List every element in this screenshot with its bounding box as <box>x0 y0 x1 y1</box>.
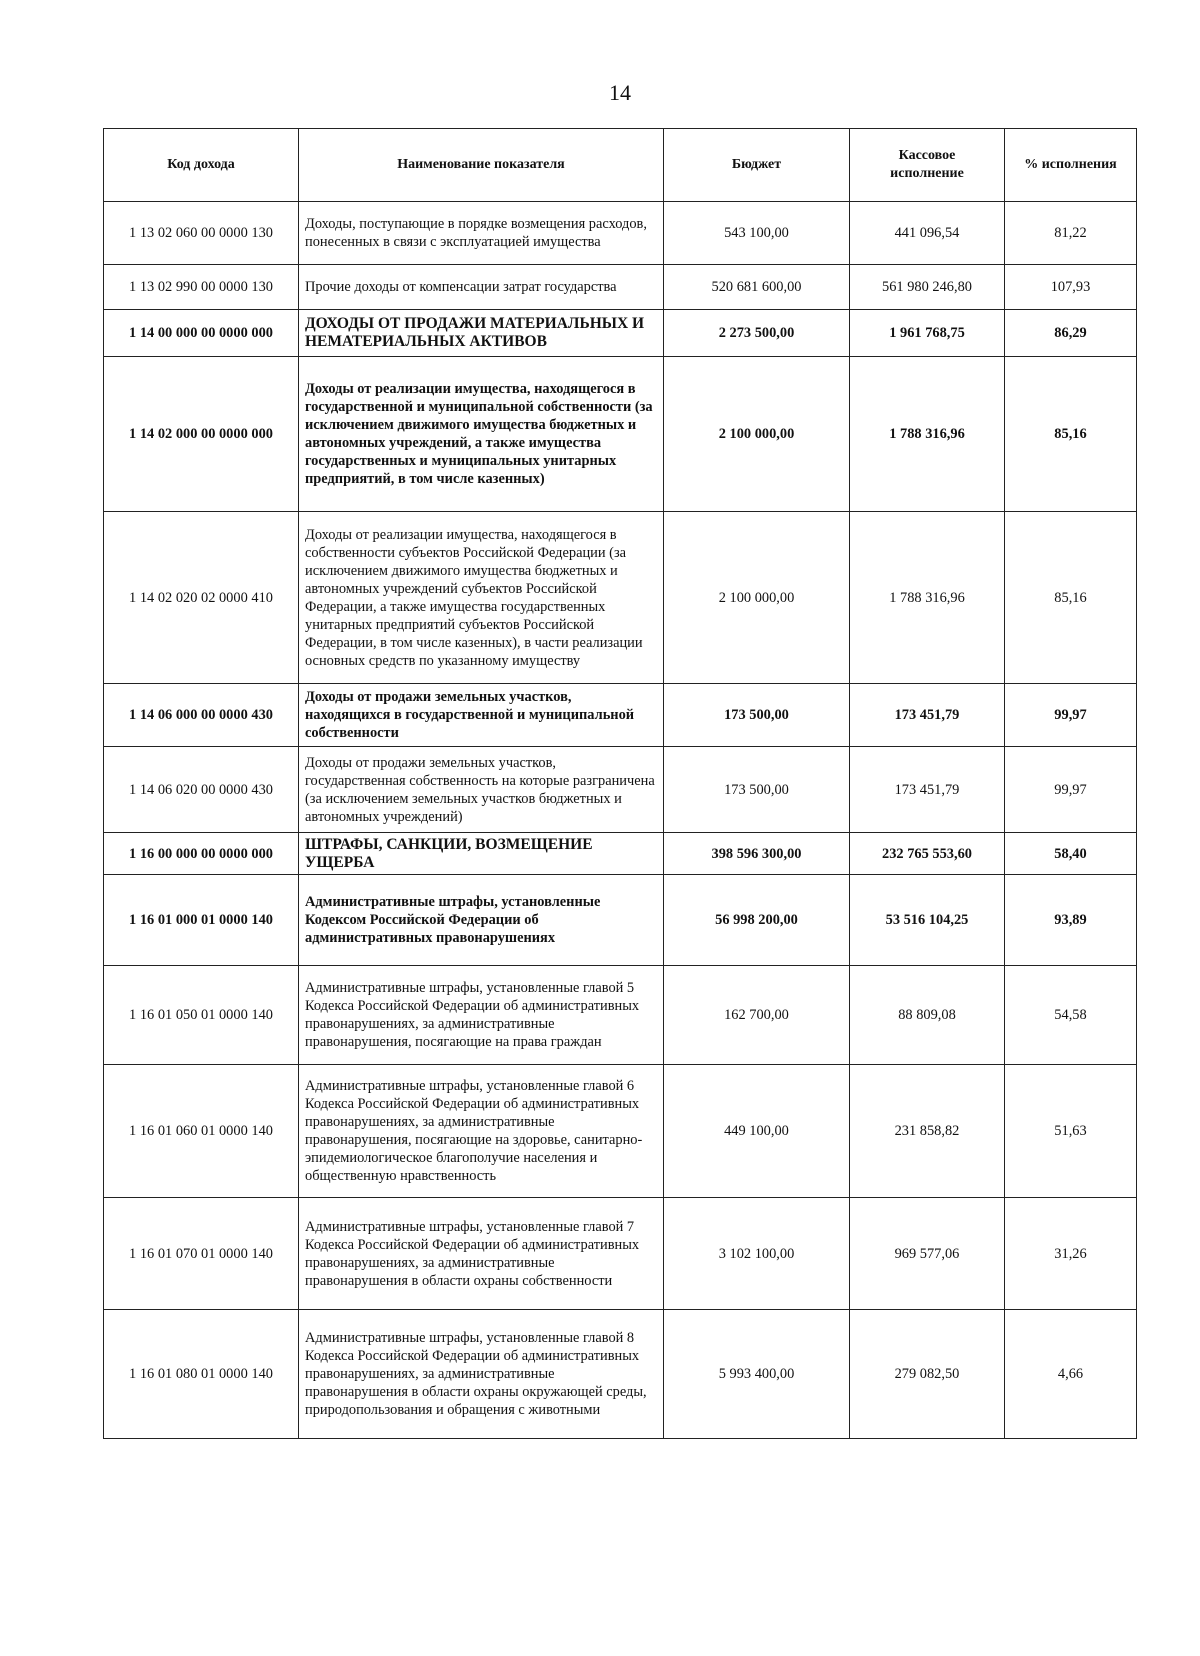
header-budget: Бюджет <box>664 129 850 202</box>
row-code: 1 16 01 070 01 0000 140 <box>104 1198 299 1310</box>
row-execution: 1 788 316,96 <box>850 512 1005 684</box>
row-name: Административные штрафы, установленные главой 6 Кодекса Российской Федерации об административных правонарушениях, за административные правонарушения, посягающие на здоровье, санитарно-эпидемиологическое благополучие населения и общественную нравственность <box>299 1065 664 1198</box>
row-name: Административные штрафы, установленные главой 7 Кодекса Российской Федерации об административных правонарушениях, за административные правонарушения в области охраны собственности <box>299 1198 664 1310</box>
row-execution: 231 858,82 <box>850 1065 1005 1198</box>
row-percent: 99,97 <box>1005 747 1137 833</box>
row-code: 1 16 01 080 01 0000 140 <box>104 1310 299 1439</box>
row-percent: 58,40 <box>1005 833 1137 875</box>
row-percent: 81,22 <box>1005 202 1137 265</box>
row-execution: 441 096,54 <box>850 202 1005 265</box>
table-row <box>104 1310 1137 1439</box>
table-row <box>104 1198 1137 1310</box>
row-budget: 3 102 100,00 <box>664 1198 850 1310</box>
table-row <box>104 310 1137 357</box>
row-code: 1 14 02 020 02 0000 410 <box>104 512 299 684</box>
table-row <box>104 1065 1137 1198</box>
row-percent: 4,66 <box>1005 1310 1137 1439</box>
table-row <box>104 512 1137 684</box>
row-code: 1 16 00 000 00 0000 000 <box>104 833 299 875</box>
row-name: Доходы от реализации имущества, находящегося в государственной и муниципальной собственности (за исключением движимого имущества бюджетных и автономных учреждений, а также имущества государственных и муниципальных унитарных предприятий, в том числе казенных) <box>299 357 664 512</box>
row-execution: 561 980 246,80 <box>850 265 1005 310</box>
revenue-table <box>103 128 1137 1439</box>
row-budget: 162 700,00 <box>664 966 850 1065</box>
row-budget: 2 100 000,00 <box>664 512 850 684</box>
row-budget: 520 681 600,00 <box>664 265 850 310</box>
row-name: Прочие доходы от компенсации затрат государства <box>299 265 664 310</box>
row-budget: 5 993 400,00 <box>664 1310 850 1439</box>
row-code: 1 16 01 000 01 0000 140 <box>104 875 299 966</box>
row-execution: 279 082,50 <box>850 1310 1005 1439</box>
header-execution: Кассовое исполнение <box>850 129 1005 202</box>
table-row <box>104 875 1137 966</box>
row-execution: 969 577,06 <box>850 1198 1005 1310</box>
row-percent: 93,89 <box>1005 875 1137 966</box>
row-name: Доходы от продажи земельных участков, государственная собственность на которые разграничена (за исключением земельных участков бюджетных и автономных учреждений) <box>299 747 664 833</box>
row-code: 1 16 01 060 01 0000 140 <box>104 1065 299 1198</box>
row-code: 1 14 06 020 00 0000 430 <box>104 747 299 833</box>
row-budget: 56 998 200,00 <box>664 875 850 966</box>
row-name: ШТРАФЫ, САНКЦИИ, ВОЗМЕЩЕНИЕ УЩЕРБА <box>299 833 664 875</box>
row-code: 1 13 02 060 00 0000 130 <box>104 202 299 265</box>
header-code: Код дохода <box>104 129 299 202</box>
row-budget: 173 500,00 <box>664 684 850 747</box>
row-budget: 2 100 000,00 <box>664 357 850 512</box>
row-execution: 232 765 553,60 <box>850 833 1005 875</box>
row-percent: 99,97 <box>1005 684 1137 747</box>
table-row <box>104 747 1137 833</box>
row-code: 1 13 02 990 00 0000 130 <box>104 265 299 310</box>
table-row <box>104 684 1137 747</box>
row-percent: 54,58 <box>1005 966 1137 1065</box>
header-percent: % исполнения <box>1005 129 1137 202</box>
table-header-row <box>104 129 1137 202</box>
row-code: 1 14 06 000 00 0000 430 <box>104 684 299 747</box>
row-name: Административные штрафы, установленные главой 8 Кодекса Российской Федерации об административных правонарушениях, за административные правонарушения в области охраны окружающей среды, природопользования и обращения с животными <box>299 1310 664 1439</box>
row-percent: 31,26 <box>1005 1198 1137 1310</box>
row-execution: 88 809,08 <box>850 966 1005 1065</box>
row-code: 1 14 00 000 00 0000 000 <box>104 310 299 357</box>
row-budget: 543 100,00 <box>664 202 850 265</box>
row-name: Доходы от продажи земельных участков, находящихся в государственной и муниципальной собственности <box>299 684 664 747</box>
table-row <box>104 202 1137 265</box>
row-percent: 107,93 <box>1005 265 1137 310</box>
row-name: Административные штрафы, установленные Кодексом Российской Федерации об административных правонарушениях <box>299 875 664 966</box>
row-budget: 173 500,00 <box>664 747 850 833</box>
row-execution: 173 451,79 <box>850 747 1005 833</box>
table-row <box>104 833 1137 875</box>
row-budget: 2 273 500,00 <box>664 310 850 357</box>
row-code: 1 14 02 000 00 0000 000 <box>104 357 299 512</box>
table-row <box>104 966 1137 1065</box>
page-number: 14 <box>609 80 631 105</box>
row-name: Доходы, поступающие в порядке возмещения расходов, понесенных в связи с эксплуатацией имущества <box>299 202 664 265</box>
row-execution: 53 516 104,25 <box>850 875 1005 966</box>
row-percent: 85,16 <box>1005 357 1137 512</box>
row-execution: 1 788 316,96 <box>850 357 1005 512</box>
row-execution: 1 961 768,75 <box>850 310 1005 357</box>
row-name: ДОХОДЫ ОТ ПРОДАЖИ МАТЕРИАЛЬНЫХ И НЕМАТЕРИАЛЬНЫХ АКТИВОВ <box>299 310 664 357</box>
row-name: Административные штрафы, установленные главой 5 Кодекса Российской Федерации об административных правонарушениях, за административные правонарушения, посягающие на права граждан <box>299 966 664 1065</box>
row-percent: 86,29 <box>1005 310 1137 357</box>
row-execution: 173 451,79 <box>850 684 1005 747</box>
row-percent: 85,16 <box>1005 512 1137 684</box>
header-name: Наименование показателя <box>299 129 664 202</box>
row-percent: 51,63 <box>1005 1065 1137 1198</box>
row-code: 1 16 01 050 01 0000 140 <box>104 966 299 1065</box>
row-budget: 449 100,00 <box>664 1065 850 1198</box>
row-name: Доходы от реализации имущества, находящегося в собственности субъектов Российской Федерации (за исключением движимого имущества бюджетных и автономных учреждений субъектов Российской Федерации, а также имущества государственных унитарных предприятий субъектов Российской Федерации, в том числе казенных), в части реализации основных средств по указанному имуществу <box>299 512 664 684</box>
row-budget: 398 596 300,00 <box>664 833 850 875</box>
table-row <box>104 357 1137 512</box>
table-row <box>104 265 1137 310</box>
